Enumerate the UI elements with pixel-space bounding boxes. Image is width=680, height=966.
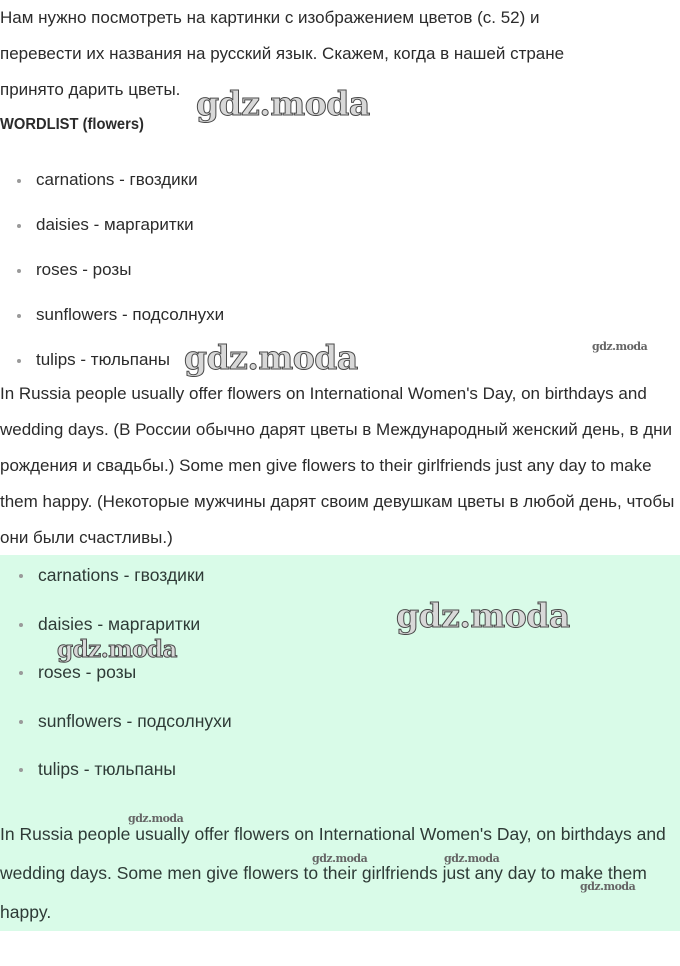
list-item: carnations - гвоздики bbox=[0, 157, 224, 202]
list-item: daisies - маргаритки bbox=[0, 604, 232, 653]
wordlist bbox=[0, 157, 224, 382]
list-item: sunflowers - подсолнухи bbox=[0, 292, 224, 337]
list-item: sunflowers - подсолнухи bbox=[0, 701, 232, 750]
intro-line-1: Нам нужно посмотреть на картинки с изображением цветов (с. 52) и bbox=[0, 8, 540, 27]
list-item: roses - розы bbox=[0, 652, 232, 701]
answer-paragraph: In Russia people usually offer flowers on International Women's Day, on birthdays and wedding days. Some men give flowers to their girlfriends just any day to make them happy. bbox=[0, 824, 666, 922]
intro-text bbox=[0, 0, 678, 108]
watermark: gdz.moda bbox=[128, 812, 184, 825]
intro-line-3: принято дарить цветы. bbox=[0, 80, 181, 99]
intro-line-2: перевести их названия на русский язык. Скажем, когда в нашей стране bbox=[0, 44, 565, 63]
watermark: gdz.moda bbox=[396, 596, 570, 635]
watermark: gdz.moda bbox=[592, 340, 648, 353]
answer-box bbox=[0, 555, 680, 931]
list-item: tulips - тюльпаны bbox=[0, 749, 232, 798]
list-item: tulips - тюльпаны bbox=[0, 337, 224, 382]
list-item: roses - розы bbox=[0, 247, 224, 292]
watermark: gdz.moda bbox=[580, 880, 636, 893]
watermark: gdz.moda bbox=[444, 852, 500, 865]
list-item: carnations - гвоздики bbox=[0, 555, 232, 604]
watermark: gdz.moda bbox=[57, 636, 177, 663]
answer-wordlist bbox=[0, 555, 232, 798]
watermark: gdz.moda bbox=[196, 84, 370, 123]
bilingual-paragraph: In Russia people usually offer flowers on International Women's Day, on birthdays and wedding days. (В России обычно дарят цветы в Международный женский день, в дни рождения и свадьбы.) Some men give flowers to their girlfriends just any day to make them happy. (Некоторые мужчины дарят своим девушкам цветы в любой день, чтобы они были счастливы.) bbox=[0, 384, 675, 547]
watermark: gdz.moda bbox=[312, 852, 368, 865]
wordlist-heading: WORDLIST (flowers) bbox=[0, 116, 144, 133]
watermark: gdz.moda bbox=[184, 338, 358, 377]
list-item: daisies - маргаритки bbox=[0, 202, 224, 247]
